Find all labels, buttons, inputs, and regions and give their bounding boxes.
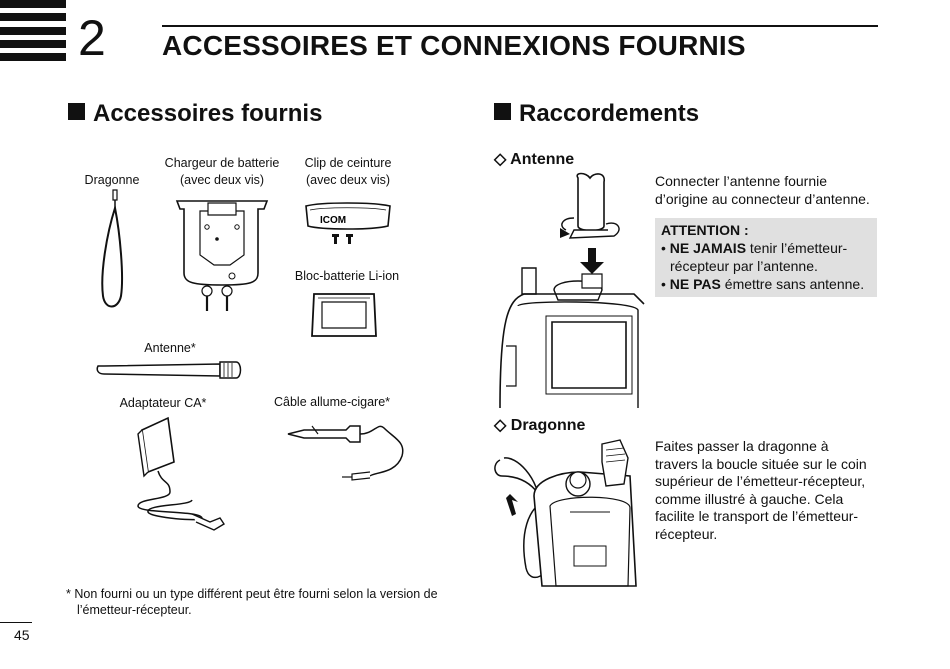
charger-illustration [172, 195, 272, 313]
label-chargeur-1: Chargeur de batterie [164, 156, 280, 170]
square-bullet-icon [494, 103, 511, 120]
label-antenne: Antenne* [144, 341, 196, 355]
antenna-connection-illustration [494, 170, 644, 408]
footnote-line-2: l’émetteur-récepteur. [77, 603, 192, 617]
strap-attachment-illustration [490, 436, 640, 586]
page-number-rule [0, 622, 32, 623]
chapter-title: ACCESSOIRES ET CONNEXIONS FOURNIS [162, 30, 746, 61]
chapter-tab [0, 0, 66, 62]
diamond-icon: ◇ [494, 417, 507, 434]
icom-logo-text: ICOM [320, 215, 347, 226]
section-title-accessories: Accessoires fournis [68, 100, 322, 128]
attention-bullet-1: • NE JAMAIS tenir l’émetteur- [661, 240, 848, 256]
antenna-illustration [96, 358, 246, 380]
chapter-number: 2 [78, 10, 106, 66]
ac-adapter-illustration [130, 414, 226, 530]
label-bloc-batterie: Bloc-batterie Li-ion [294, 269, 400, 283]
attention-bullet-2: • NE PAS émettre sans antenne. [661, 276, 865, 292]
cigarette-cable-illustration [284, 412, 414, 486]
page-number: 45 [14, 627, 30, 643]
section-title-connections: Raccordements [494, 100, 699, 128]
label-clip-2: (avec deux vis) [305, 173, 391, 187]
subsection-antenne: ◇ Antenne [494, 151, 575, 168]
square-bullet-icon [68, 103, 85, 120]
label-cable: Câble allume-cigare* [273, 395, 391, 409]
attention-title: ATTENTION : [661, 222, 749, 238]
label-chargeur-2: (avec deux vis) [179, 173, 265, 187]
strap-illustration [96, 188, 136, 312]
diamond-icon: ◇ [494, 151, 507, 168]
belt-clip-illustration [302, 200, 394, 248]
chapter-rule [162, 25, 878, 27]
antenne-text: Connecter l’antenne fournie d’origine au connecteur d’antenne. [655, 173, 870, 207]
label-adaptateur: Adaptateur CA* [119, 396, 207, 410]
battery-pack-illustration [308, 290, 380, 342]
subsection-dragonne: ◇ Dragonne [494, 417, 586, 434]
dragonne-text: Faites passer la dragonne à travers la boucle située sur le coin supérieur de l’émetteur-récepteur, comme illustré à gauche. Cela facilite le transport de l’émetteur- récepteur. [655, 438, 867, 542]
footnote-line-1: * Non fourni ou un type différent peut être fourni selon la version de [66, 587, 438, 601]
label-clip-1: Clip de ceinture [304, 156, 392, 170]
attention-box: ATTENTION : • NE JAMAIS tenir l’émetteur- récepteur par l’antenne. • NE PAS émettre sans antenne. [655, 218, 877, 297]
label-dragonne: Dragonne [84, 173, 140, 187]
